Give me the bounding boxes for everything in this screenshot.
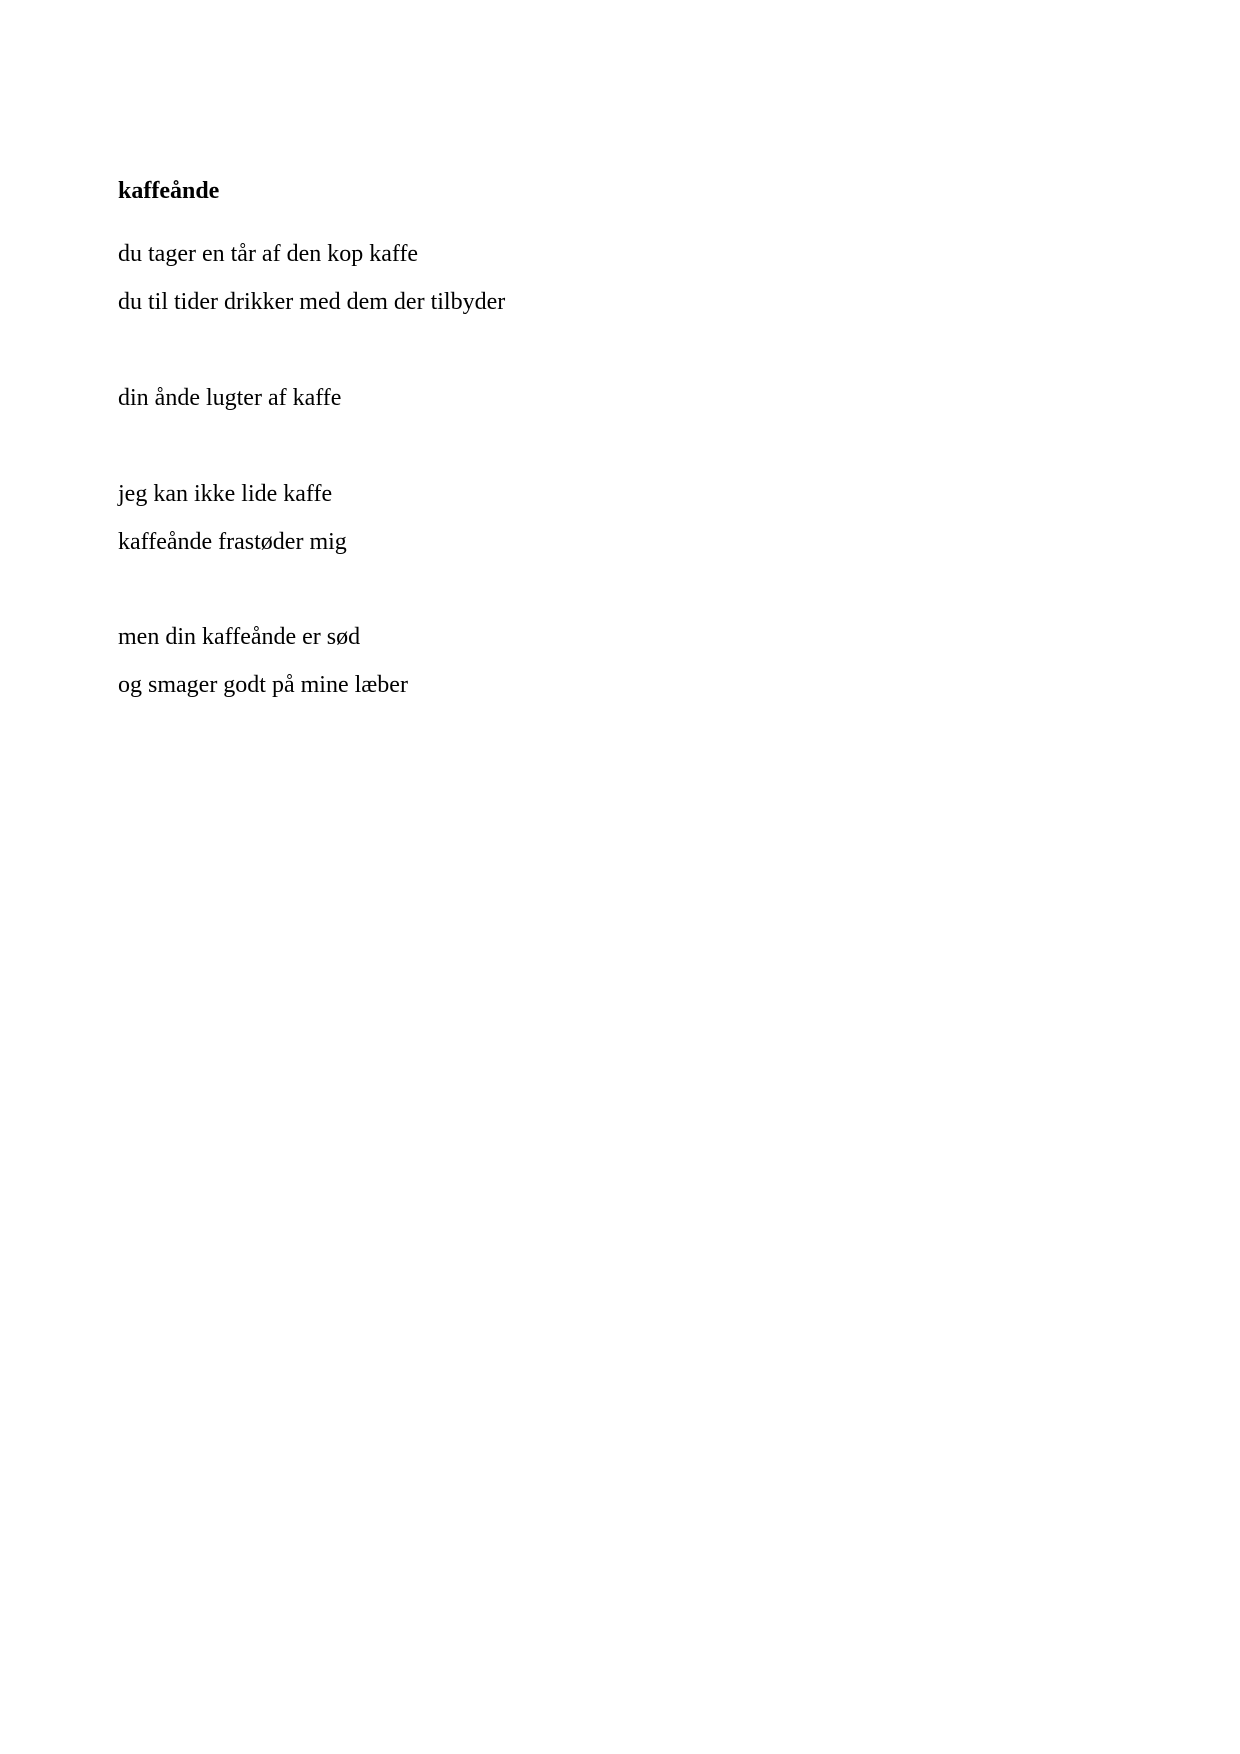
poem-line: du til tider drikker med dem der tilbyder bbox=[118, 289, 506, 315]
poem-line: og smager godt på mine læber bbox=[118, 672, 408, 698]
poem-line: men din kaffeånde er sød bbox=[118, 624, 361, 650]
poem-line: din ånde lugter af kaffe bbox=[118, 385, 342, 411]
poem-title: kaffeånde bbox=[118, 178, 220, 204]
poem-line: du tager en tår af den kop kaffe bbox=[118, 241, 419, 267]
poem-line: jeg kan ikke lide kaffe bbox=[118, 481, 333, 507]
poem-line: kaffeånde frastøder mig bbox=[118, 529, 347, 555]
